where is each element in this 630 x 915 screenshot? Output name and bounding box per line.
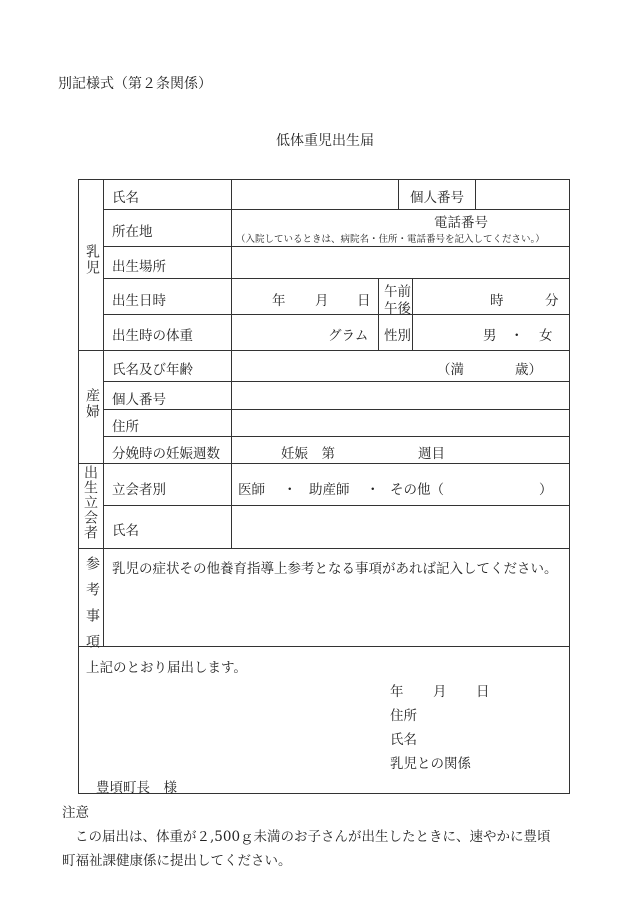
form-label: 別記様式（第２条関係） — [58, 76, 212, 92]
notes-line-2: 町福祉課健康係に提出してください。 — [62, 853, 292, 869]
addressee: 豊頃町長 様 — [96, 780, 177, 796]
notes-line-1: この届出は、体重が２,500ｇ未満のお子さんが出生したときに、速やかに豊頃 — [75, 829, 551, 845]
declaration-text: 上記のとおり届出します。 — [86, 660, 247, 676]
mother-address-label: 住所 — [112, 419, 139, 435]
attendant-section-label: 出生立会者 — [82, 465, 98, 540]
infant-section-label: 乳児 — [84, 244, 100, 276]
infant-address-label: 所在地 — [112, 224, 153, 240]
attendant-name-label: 氏名 — [112, 523, 139, 539]
sex-label: 性別 — [384, 328, 411, 344]
mother-age-close: 歳） — [515, 362, 542, 378]
declaration-day-unit: 日 — [476, 684, 490, 700]
attendant-separator-1: ・ — [283, 482, 297, 498]
birth-day-unit: 日 — [357, 293, 371, 309]
infant-address-note: （入院しているときは、病院名・住所・電話番号を記入してください。） — [236, 234, 545, 245]
notes-heading: 注意 — [62, 805, 89, 821]
infant-phone-label: 電話番号 — [434, 215, 488, 231]
gestation-prefix: 妊娠 第 — [281, 446, 335, 462]
reference-text: 乳児の症状その他養育指導上参考となる事項があれば記入してください。 — [112, 561, 558, 577]
gestation-label: 分娩時の妊娠週数 — [112, 446, 220, 462]
infant-id-number-label: 個人番号 — [410, 190, 464, 206]
declarant-name-label: 氏名 — [390, 732, 417, 748]
attendant-other-option: その他（ — [390, 482, 444, 498]
infant-weight-label: 出生時の体重 — [112, 328, 193, 344]
gestation-suffix: 週目 — [418, 446, 445, 462]
attendant-doctor-option: 医師 — [238, 482, 265, 498]
attendant-other-close: ） — [539, 482, 553, 498]
mother-name-age-label: 氏名及び年齢 — [112, 362, 193, 378]
declarant-address-label: 住所 — [390, 708, 417, 724]
birth-year-unit: 年 — [272, 293, 286, 309]
declaration-year-unit: 年 — [390, 684, 404, 700]
mother-section-label: 産婦 — [84, 388, 100, 420]
mother-age-open: （満 — [437, 362, 464, 378]
declaration-month-unit: 月 — [433, 684, 447, 700]
am-label: 午前 — [384, 284, 411, 300]
declarant-relation-label: 乳児との関係 — [390, 756, 471, 772]
attendant-midwife-option: 助産師 — [309, 482, 350, 498]
sex-female-option: 女 — [539, 328, 553, 344]
gram-unit: グラム — [328, 328, 369, 344]
sex-male-option: 男 — [483, 328, 497, 344]
infant-name-label: 氏名 — [112, 190, 139, 206]
page-title: 低体重児出生届 — [276, 133, 374, 149]
pm-label: 午後 — [384, 301, 411, 317]
mother-id-number-label: 個人番号 — [112, 392, 166, 408]
birth-minute-unit: 分 — [545, 293, 559, 309]
attendant-separator-2: ・ — [366, 482, 380, 498]
infant-birth-datetime-label: 出生日時 — [112, 293, 166, 309]
reference-section-label: 参考事項 — [84, 556, 100, 660]
birth-hour-unit: 時 — [490, 293, 504, 309]
attendant-type-label: 立会者別 — [112, 482, 166, 498]
infant-birthplace-label: 出生場所 — [112, 259, 166, 275]
birth-month-unit: 月 — [315, 293, 329, 309]
sex-separator: ・ — [510, 328, 524, 344]
